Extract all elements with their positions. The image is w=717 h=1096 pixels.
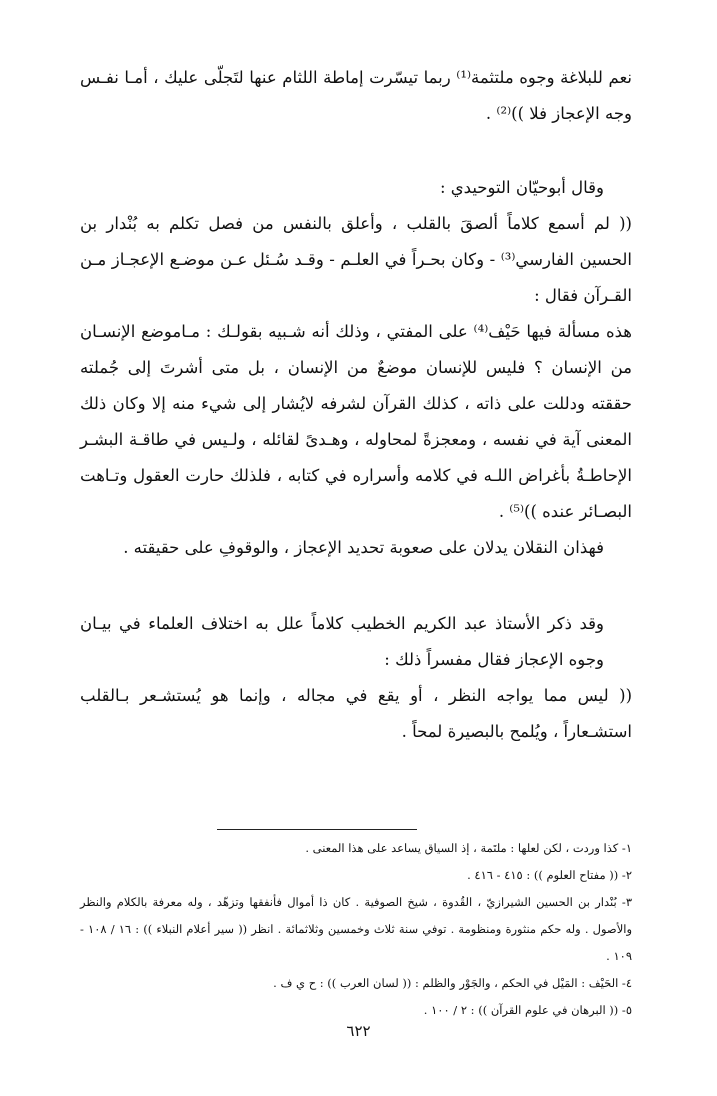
spacer [80,132,632,170]
quote-khatib: (( ليس مما يواجه النظر ، أو يقع في مجاله ، وإنما هو يُستشـعر بـالقلب استشـعاراً ، ويُلمح بالبصيرة لمحاً . [80,686,632,741]
page-number: ٦٢٢ [346,1022,371,1040]
footnote-3: ٣- بُنْدار بن الحسين الشيرازيّ ، القُدوة ، شيخ الصوفية . كان ذا أموال فأنفقها وتزهّد ، وله معرفة بالكلام والنظر والأصول . وله حكم منثورة ومنظومة . توفي سنة ثلاث وخمسين وثلاثمائة . انظر (( سير أعلام النبلاء )) : ١٦ / ١٠٨ - ١٠٩ . [80,895,633,963]
footnotes [80,835,632,1024]
main-text [80,60,632,750]
footnote-1: ١- كذا وردت ، لكن لعلها : ملتَمة ، إذ السياق يساعد على هذا المعنى . [305,841,632,855]
paragraph-6: وقد ذكر الأستاذ عبد الكريم الخطيب كلاماً علل به اختلاف العلماء في بيـان وجوه الإعجاز فقال مفسراً ذلك : [80,614,604,669]
spacer [80,566,632,606]
paragraph-1: نعم للبلاغة وجوه ملتثمة⁽¹⁾ ربما تيسّرت إماطة اللثام عنها لتَجلّى عليك ، أمـا نفـس وجه الإعجاز فلا ))⁽²⁾ . [80,68,632,123]
quote-bundar: (( لم أسمع كلاماً ألصقَ بالقلب ، وأعلق بالنفس من فصل تكلم به بُنْدار بن الحسين الفارسي⁽³⁾ - وكان بحـراً في العلـم - وقـد سُـئل عـن موضـع الإعجـاز مـن القـرآن فقال : [80,214,632,305]
paragraph-4: هذه مسألة فيها حَيْف⁽⁴⁾ على المفتي ، وذلك أنه شـبيه بقولـك : مـاموضع الإنسـان من الإنسان ؟ فليس للإنسان موضعٌ من الإنسان ، بل متى أشرتَ إلى جُملته حققته ودللت على ذاته ، كذلك القرآن لشرفه لايُشار إلى شيء منه إلا وكان ذلك المعنى آية في نفسه ، ومعجزةً لمحاوله ، وهـدىً لقائله ، ولـيس في طاقـة البشـر الإحاطـةُ بأغراض اللـه في كلامه وأسراره في كتابه ، فلذلك حارت العقول وتـاهت البصـائر عنده ))⁽⁵⁾ . [80,322,632,521]
footnote-5: ٥- (( البرهان في علوم القرآن )) : ٢ / ١٠٠ . [423,1003,632,1017]
footnote-2: ٢- (( مفتاح العلوم )) : ٤١٥ - ٤١٦ . [467,868,632,882]
paragraph-2: وقال أبوحيّان التوحيدي : [439,178,604,197]
footnote-4: ٤- الحَيْف : المَيْل في الحكم ، والجَوْر والظلم : (( لسان العرب )) : ح ي ف . [273,976,632,990]
paragraph-5: فهذان النقلان يدلان على صعوبة تحديد الإعجاز ، والوقوفِ على حقيقته . [123,538,604,557]
footnote-separator [217,829,417,830]
